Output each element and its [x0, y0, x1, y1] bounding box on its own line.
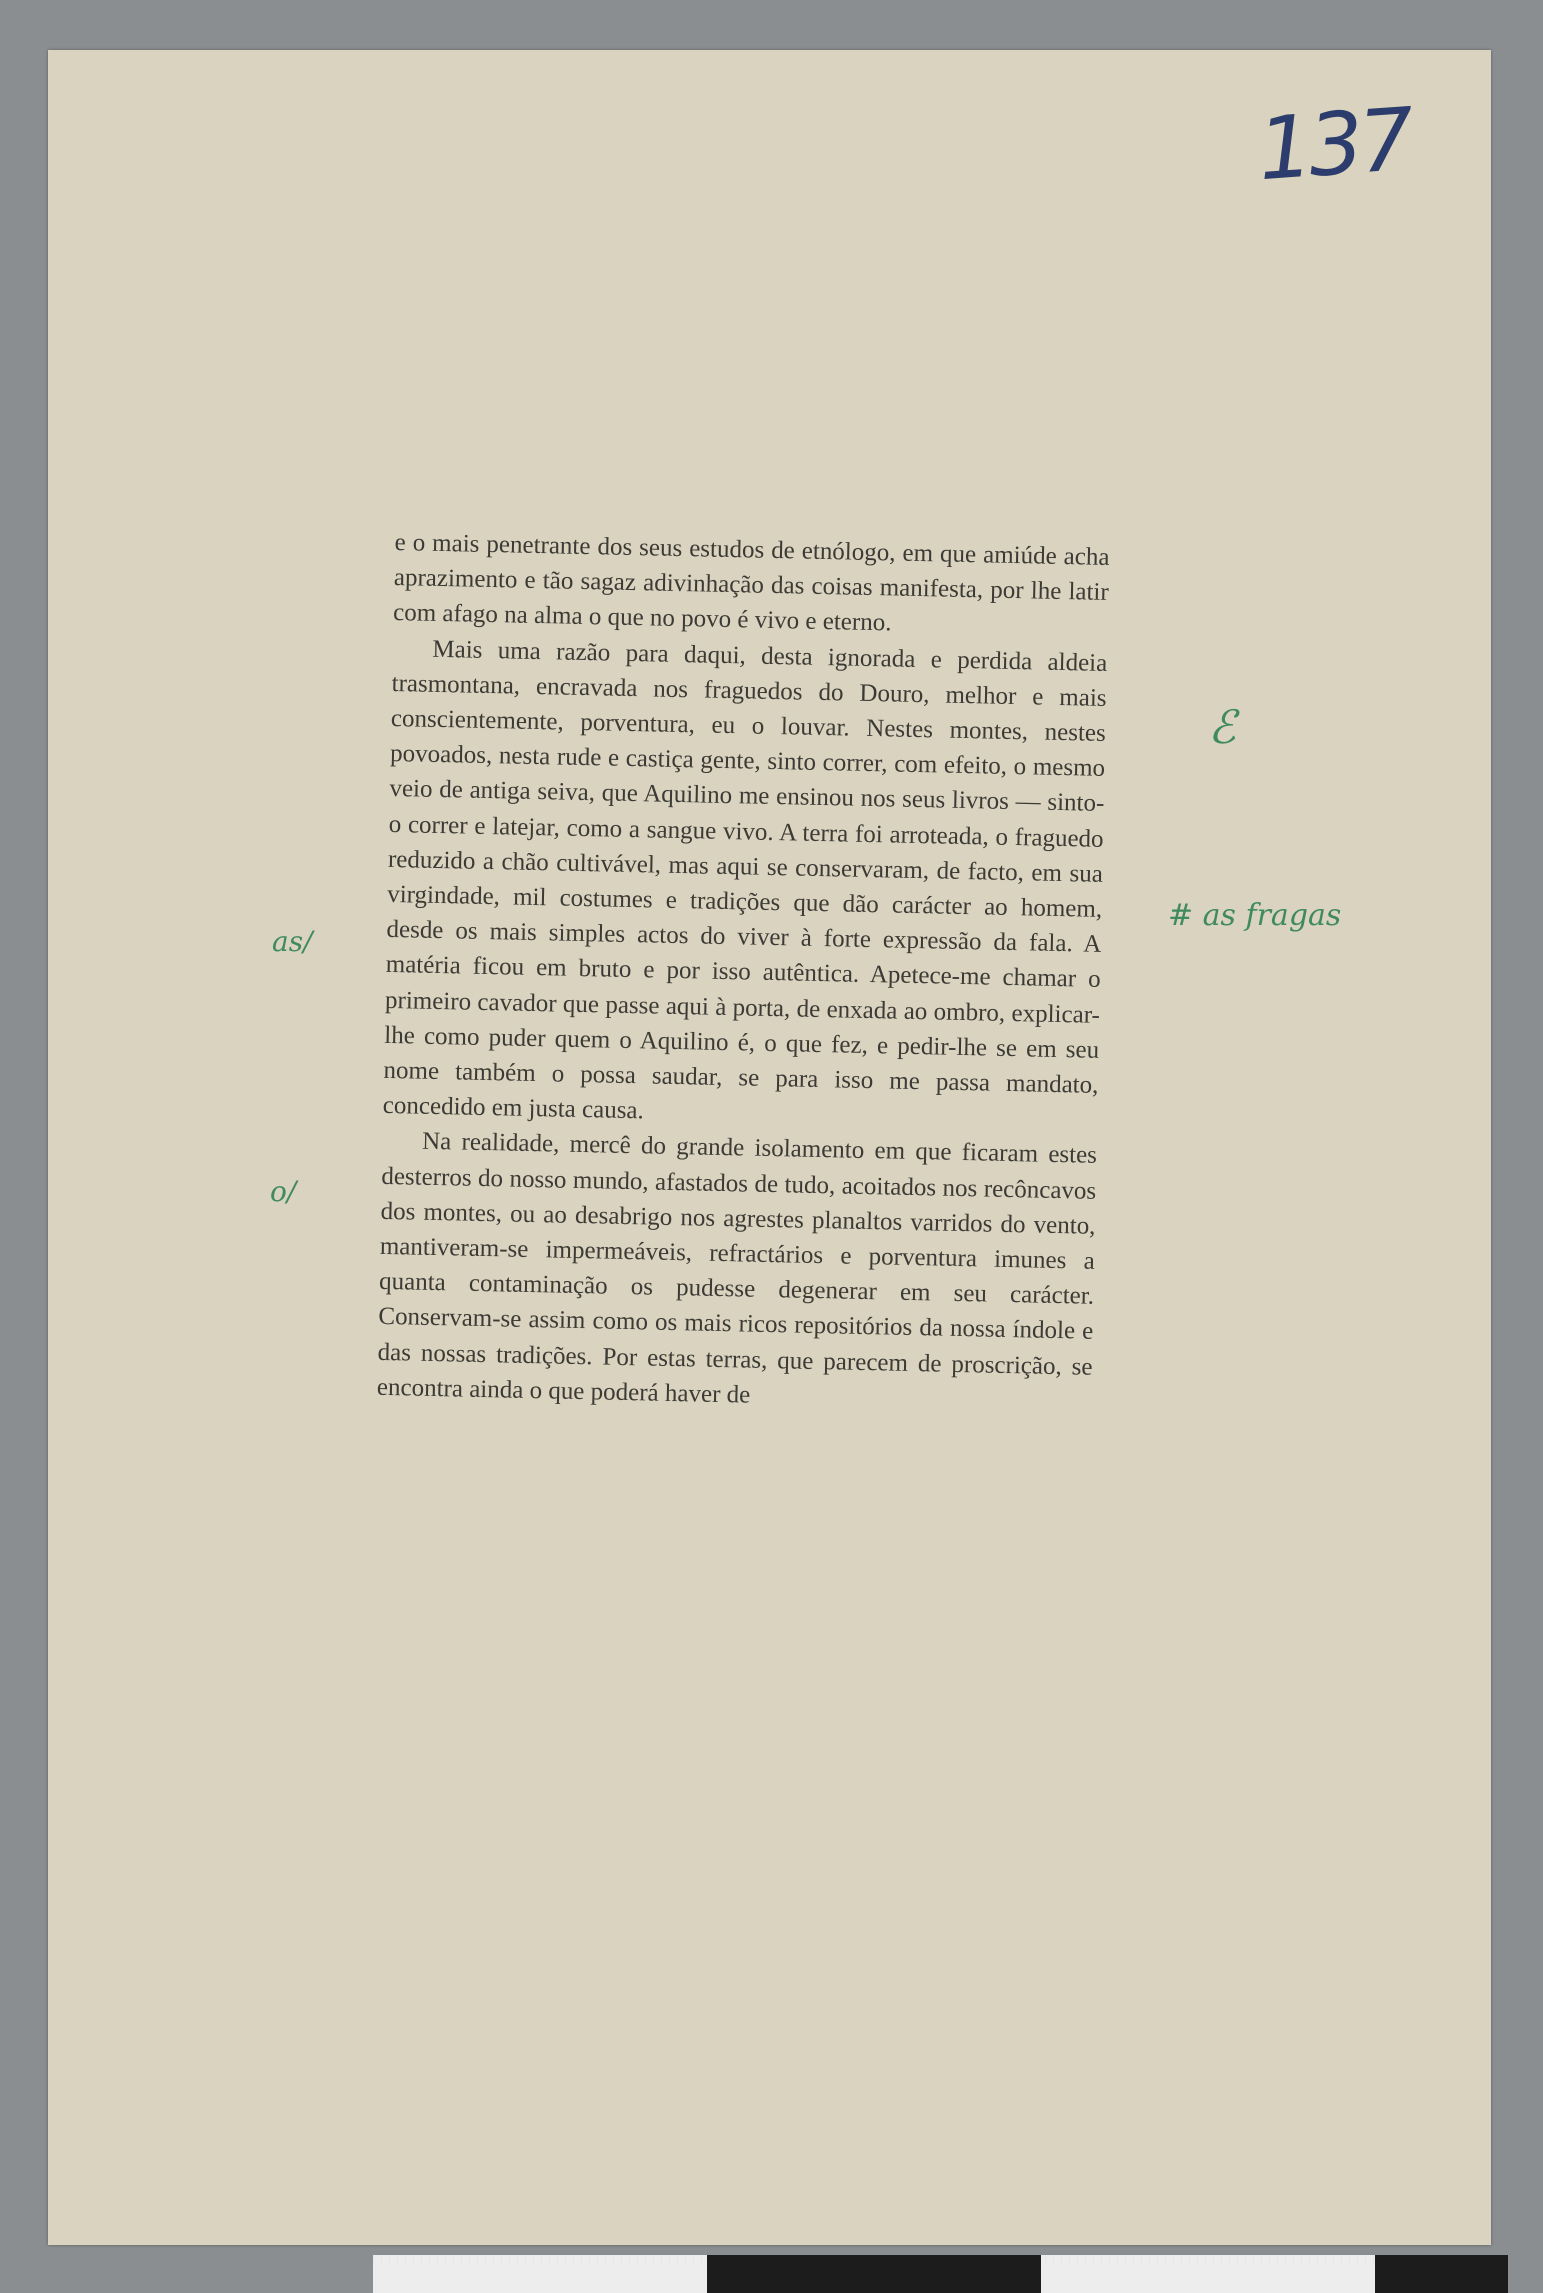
page-number: 137	[1254, 89, 1414, 201]
ruler-segment	[373, 2255, 707, 2293]
margin-note-insert: # as fragas	[1168, 898, 1342, 933]
ruler-segment	[707, 2255, 1041, 2293]
paragraph: e o mais penetrante dos seus estudos de etnólogo, em que amiúde acha aprazimento e tão sagaz adivinhação das coisas manifesta, por lhe latir com afago na alma o que no povo é vivo e eterno.	[392, 528, 1110, 637]
margin-note-left-as: as/	[272, 925, 313, 958]
margin-note-left-o: o/	[270, 1175, 297, 1208]
paragraph: Na realidade, mercê do grande isolamento em que ficaram estes desterros do nosso mundo, afastados de tudo, acoitados nos recôncavos dos montes, ou ao desabrigo nos agrestes planaltos varridos do vento, mantiveram-se impermeáveis, refractários e porventura imunes a quanta contaminação os pudesse degenerar em seu carácter. Conservam-se assim como os mais ricos repositórios da nossa índole e das nossas tradições. Por estas terras, que parecem de proscrição, se encontra ainda o que poderá haver de	[376, 1128, 1098, 1409]
margin-delete-mark: ℰ	[1208, 700, 1236, 754]
ruler-segment	[1375, 2255, 1508, 2293]
paragraph: Mais uma razão para daqui, desta ignorada e perdida aldeia trasmontana, encravada nos fraguedos do Douro, melhor e mais conscientemente, porventura, eu o louvar. Nestes montes, nestes povoados, nesta rude e castiça gente, sinto correr, com efeito, o mesmo veio de antiga seiva, que Aquilino me ensinou nos seus livros — sinto-o correr e latejar, como a sangue vivo. A terra foi arroteada, o fraguedo reduzido a chão cultivável, mas aqui se conservaram, de facto, em sua virgindade, mil costumes e tradições que dão carácter ao homem, desde os mais simples actos do viver à forte expressão da fala. A matéria ficou em bruto e por isso autêntica. Apetece-me chamar o primeiro cavador que passe aqui à porta, de enxada ao ombro, explicar-lhe como puder quem o Aquilino é, o que fez, e pedir-lhe se em seu nome também o possa saudar, se para isso me passa mandato, concedido em justa causa.	[382, 635, 1108, 1125]
body-text	[377, 525, 1110, 1420]
ruler-segment	[1041, 2255, 1375, 2293]
scale-ruler	[373, 2255, 1508, 2293]
